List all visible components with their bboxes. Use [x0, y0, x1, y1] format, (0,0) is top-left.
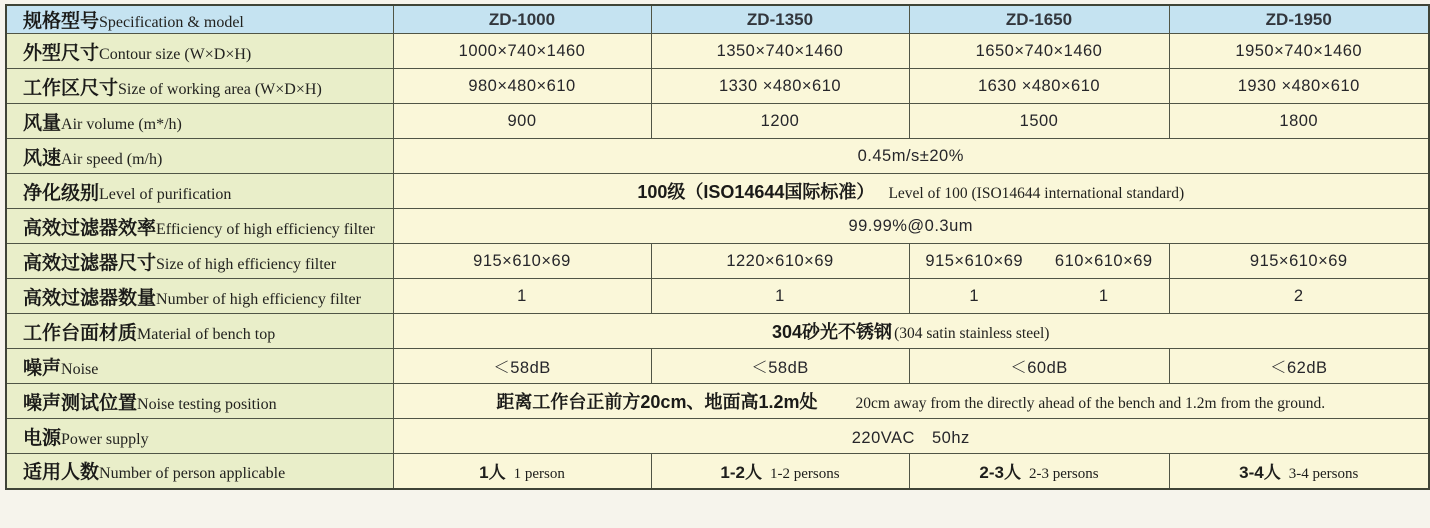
value-text: 1800 [1279, 111, 1319, 130]
row-working-area [6, 69, 1429, 104]
value-cell [651, 279, 909, 314]
value-cell [1169, 69, 1429, 104]
label-zh: 外型尺寸 [23, 42, 100, 64]
value-text: ＜58dB [493, 359, 551, 377]
row-noise [6, 349, 1429, 384]
value-cell [651, 69, 909, 104]
value-cell [1169, 34, 1429, 69]
row-bench-material [6, 314, 1429, 349]
value-text: 915×610×69 [473, 251, 571, 270]
value-cell [393, 244, 651, 279]
value-cell [393, 279, 651, 314]
row-label [6, 279, 393, 314]
value-cell [1169, 104, 1429, 139]
value-text: 99.99%@0.3um [848, 216, 974, 235]
row-persons [6, 454, 1429, 489]
span-value-cell [393, 139, 1429, 174]
value-text: 1630 ×480×610 [977, 76, 1101, 95]
row-label [6, 419, 393, 454]
span-value-cell [393, 384, 1429, 419]
span-value [394, 318, 1429, 344]
row-power-supply [6, 419, 1429, 454]
value-text: 1950×740×1460 [1235, 41, 1363, 60]
value-cell [393, 454, 651, 489]
row-label [6, 349, 393, 384]
spec-table [5, 4, 1430, 490]
label-zh: 噪声测试位置 [23, 392, 138, 414]
person-zh: 1-2人 [720, 463, 762, 483]
label-zh: 高效过滤器数量 [23, 287, 157, 309]
value-cell-dual [909, 279, 1169, 314]
value-cell [909, 104, 1169, 139]
span-value-cell [393, 419, 1429, 454]
row-air-speed [6, 139, 1429, 174]
value-text: ＜62dB [1269, 359, 1328, 377]
row-noise-position [6, 384, 1429, 419]
label-en: Size of working area (W×D×H) [118, 80, 322, 98]
person-value [652, 458, 909, 483]
value-text: 1650×740×1460 [975, 41, 1103, 60]
row-contour-size [6, 34, 1429, 69]
value-text: 2 [1293, 286, 1304, 305]
label-zh: 工作台面材质 [23, 322, 138, 344]
label-en: Level of purification [99, 185, 232, 203]
label-zh: 高效过滤器效率 [23, 217, 157, 239]
row-label [6, 139, 393, 174]
value-text: 1350×740×1460 [716, 41, 844, 60]
value-text: 1 [969, 286, 980, 305]
person-zh: 2-3人 [979, 463, 1021, 483]
value-text: 1200 [760, 111, 800, 130]
model-name: ZD-1000 [488, 9, 556, 29]
person-en: 1-2 persons [770, 466, 840, 483]
span-value-cell [393, 209, 1429, 244]
dual-values [910, 252, 1169, 271]
label-zh: 风速 [23, 147, 62, 169]
label-zh: 风量 [23, 112, 62, 134]
value-text: 1 [517, 286, 527, 305]
value-text: ＜58dB [751, 359, 809, 377]
person-value [1170, 458, 1429, 483]
row-label [6, 244, 393, 279]
value-text: 1000×740×1460 [458, 41, 586, 60]
model-name: ZD-1950 [1265, 9, 1332, 29]
span-en: 20cm away from the directly ahead of the bench and 1.2m from the ground. [855, 395, 1326, 412]
value-text: 1 [775, 286, 785, 305]
label-en: Contour size (W×D×H) [99, 45, 252, 63]
label-en: Noise testing position [137, 395, 277, 413]
value-cell [651, 104, 909, 139]
person-en: 3-4 persons [1288, 466, 1359, 483]
value-cell [651, 34, 909, 69]
value-text: 980×480×610 [468, 76, 576, 95]
span-en: Level of 100 (ISO14644 international standard) [888, 185, 1185, 202]
model-name: ZD-1350 [746, 9, 814, 29]
value-cell [393, 34, 651, 69]
value-text: 915×610×69 [1249, 251, 1348, 270]
value-cell [393, 349, 651, 384]
label-zh: 电源 [23, 427, 62, 449]
person-en: 2-3 persons [1029, 466, 1099, 483]
value-cell [651, 244, 909, 279]
value-text: 1220×610×69 [726, 251, 834, 270]
row-filter-count [6, 279, 1429, 314]
person-zh: 3-4人 [1239, 463, 1281, 483]
label-zh: 适用人数 [23, 462, 100, 484]
span-zh: 100级（ISO14644国际标准） [637, 182, 875, 202]
value-text: 900 [507, 111, 537, 130]
value-text: 1930 ×480×610 [1237, 76, 1360, 95]
person-zh: 1人 [479, 463, 506, 483]
model-header-3 [909, 5, 1169, 34]
row-purification [6, 174, 1429, 209]
header-label-en: Specification & model [99, 14, 244, 31]
span-zh: 距离工作台正前方20cm、地面高1.2m处 [496, 392, 818, 412]
label-zh: 噪声 [23, 357, 62, 379]
label-en: Number of person applicable [99, 465, 286, 483]
row-label [6, 174, 393, 209]
value-cell [909, 69, 1169, 104]
value-cell [1169, 454, 1429, 489]
row-air-volume [6, 104, 1429, 139]
value-cell [1169, 244, 1429, 279]
value-cell [651, 349, 909, 384]
span-value-cell [393, 174, 1429, 209]
row-label [6, 209, 393, 244]
label-en: Air volume (m*/h) [61, 115, 182, 133]
row-filter-size [6, 244, 1429, 279]
value-text: 1 [1098, 286, 1109, 305]
span-en: (304 satin stainless steel) [894, 325, 1050, 342]
header-label-cell [6, 5, 393, 34]
model-header-2 [651, 5, 909, 34]
row-label [6, 454, 393, 489]
row-label [6, 69, 393, 104]
span-value-cell [393, 314, 1429, 349]
person-value [394, 458, 651, 483]
label-en: Size of high efficiency filter [156, 255, 337, 273]
value-text: 0.45m/s±20% [857, 146, 964, 165]
row-label [6, 384, 393, 419]
value-text: 610×610×69 [1054, 251, 1153, 270]
value-cell [393, 69, 651, 104]
row-label [6, 314, 393, 349]
row-label [6, 34, 393, 69]
value-cell [393, 104, 651, 139]
person-value [910, 458, 1169, 483]
value-text: ＜60dB [1010, 359, 1068, 377]
value-cell [651, 454, 909, 489]
header-label-zh: 规格型号 [23, 11, 100, 32]
person-en: 1 person [513, 466, 565, 483]
label-en: Number of high efficiency filter [156, 290, 361, 308]
value-text: 915×610×69 [925, 251, 1024, 270]
value-text: 220VAC 50hz [851, 429, 970, 447]
model-name: ZD-1650 [1005, 9, 1073, 29]
label-en: Efficiency of high efficiency filter [156, 220, 375, 238]
label-zh: 高效过滤器尺寸 [23, 252, 157, 274]
value-cell [909, 349, 1169, 384]
value-text: 1330 ×480×610 [718, 76, 842, 95]
label-zh: 工作区尺寸 [23, 77, 119, 99]
value-cell [909, 454, 1169, 489]
label-en: Material of bench top [137, 325, 276, 343]
span-value [394, 178, 1429, 204]
model-header-4 [1169, 5, 1429, 34]
label-en: Air speed (m/h) [61, 150, 163, 168]
value-cell [1169, 279, 1429, 314]
label-zh: 净化级别 [23, 182, 100, 204]
span-zh: 304砂光不锈钢 [772, 322, 893, 342]
header-row [6, 5, 1429, 34]
label-en: Noise [61, 360, 99, 378]
value-cell [1169, 349, 1429, 384]
row-label [6, 104, 393, 139]
model-header-1 [393, 5, 651, 34]
span-value [394, 388, 1429, 414]
label-en: Power supply [61, 430, 149, 448]
row-filter-efficiency [6, 209, 1429, 244]
dual-values [910, 287, 1169, 306]
value-text: 1500 [1019, 111, 1059, 130]
value-cell [909, 34, 1169, 69]
value-cell-dual [909, 244, 1169, 279]
